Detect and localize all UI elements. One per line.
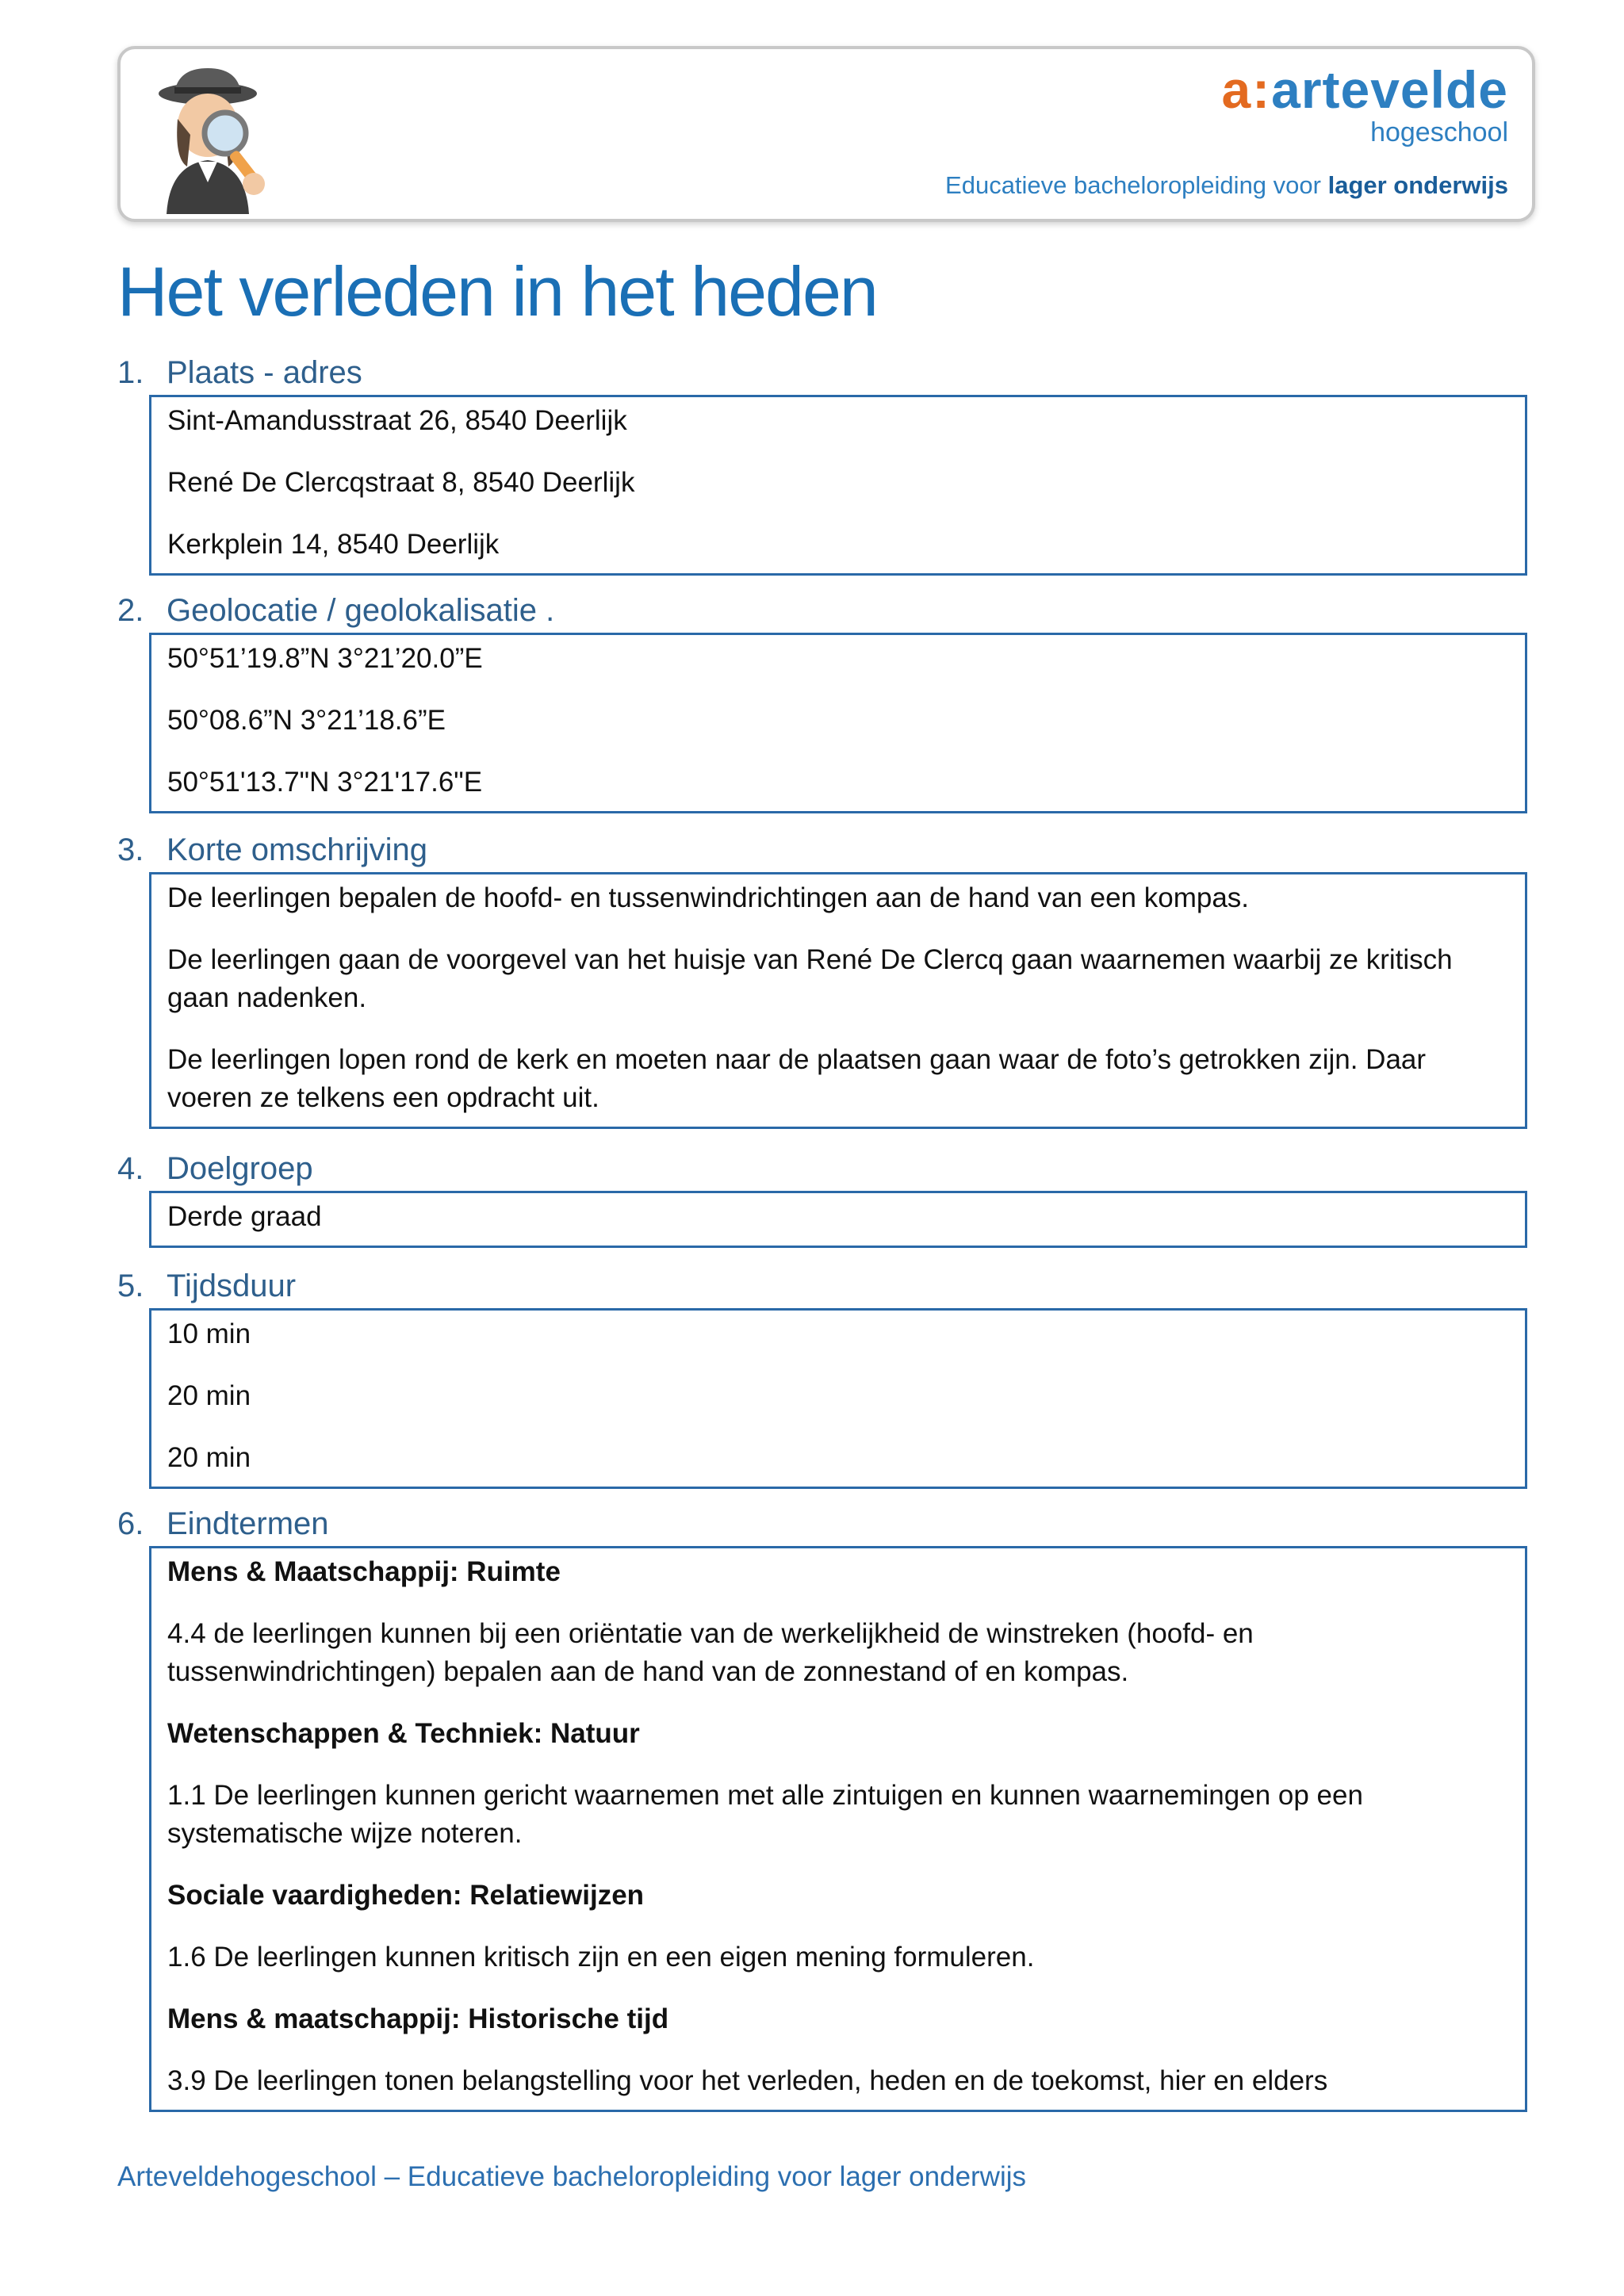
end-term-heading: Sociale vaardigheden: Relatiewijzen	[167, 1880, 645, 1911]
tagline-bold: lager onderwijs	[1327, 171, 1508, 199]
section-number: 3.	[117, 832, 144, 867]
target-group-text: Derde graad	[167, 1201, 322, 1232]
end-term-heading: Wetenschappen & Techniek: Natuur	[167, 1718, 640, 1749]
page-footer: Arteveldehogeschool – Educatieve bacheloropleiding voor lager onderwijs	[117, 2161, 1027, 2192]
section-title: Eindtermen	[167, 1506, 329, 1541]
section-title: Tijdsduur	[167, 1269, 297, 1303]
artevelde-logo	[1221, 60, 1508, 148]
header-banner	[117, 46, 1535, 222]
section-heading	[117, 1502, 1529, 1546]
end-term-text: 3.9 De leerlingen tonen belangstelling voor het verleden, heden en de toekomst, hier en elders	[167, 2065, 1328, 2096]
end-term-text: 1.6 De leerlingen kunnen kritisch zijn en een eigen mening formuleren.	[167, 1942, 1035, 1973]
section-heading	[117, 350, 1529, 395]
page-title: Het verleden in het heden	[117, 252, 877, 331]
address-line: Kerkplein 14, 8540 Deerlijk	[167, 529, 500, 560]
end-term-heading: Mens & Maatschappij: Ruimte	[167, 1556, 561, 1587]
section-heading	[117, 1146, 1529, 1191]
detective-icon	[143, 63, 278, 214]
section-heading	[117, 588, 1529, 633]
tagline-regular: Educatieve bacheloropleiding voor	[945, 171, 1321, 199]
section-title: Plaats - adres	[167, 355, 362, 390]
section-geolocation	[117, 588, 1529, 813]
section-heading	[117, 828, 1529, 872]
coordinate-line: 50°51’19.8”N 3°21’20.0”E	[167, 643, 483, 674]
section-box	[149, 633, 1527, 813]
coordinate-line: 50°08.6”N 3°21’18.6”E	[167, 705, 446, 736]
section-box	[149, 395, 1527, 576]
section-box	[149, 872, 1527, 1129]
logo-subtitle: hogeschool	[1370, 117, 1508, 147]
section-number: 2.	[117, 593, 144, 628]
coordinate-line: 50°51'13.7"N 3°21'17.6"E	[167, 767, 483, 798]
duration-line: 20 min	[167, 1380, 251, 1411]
end-term-text: 1.1 De leerlingen kunnen gericht waarnemen met alle zintuigen en kunnen waarnemingen op een systematische wijze noteren.	[167, 1780, 1363, 1849]
description-paragraph: De leerlingen gaan de voorgevel van het huisje van René De Clercq gaan waarnemen waarbij ze kritisch gaan nadenken.	[167, 944, 1453, 1013]
description-paragraph: De leerlingen bepalen de hoofd- en tussenwindrichtingen aan de hand van een kompas.	[167, 882, 1250, 913]
section-location	[117, 350, 1529, 576]
section-title: Doelgroep	[167, 1151, 313, 1186]
section-duration	[117, 1264, 1529, 1489]
logo-name: artevelde	[1271, 60, 1508, 119]
address-line: René De Clercqstraat 8, 8540 Deerlijk	[167, 467, 635, 498]
section-description	[117, 828, 1529, 1129]
section-number: 5.	[117, 1269, 144, 1303]
section-title: Korte omschrijving	[167, 832, 428, 867]
section-number: 6.	[117, 1506, 144, 1541]
section-end-terms	[117, 1502, 1529, 2112]
end-term-text: 4.4 de leerlingen kunnen bij een oriëntatie van de werkelijkheid de winstreken (hoofd- en tussenwindrichtingen) bepalen aan de hand van de zonnestand of en kompas.	[167, 1618, 1254, 1687]
section-heading	[117, 1264, 1529, 1308]
tagline	[945, 171, 1508, 200]
section-number: 1.	[117, 355, 144, 390]
end-term-heading: Mens & maatschappij: Historische tijd	[167, 2003, 669, 2034]
logo-mark: a:	[1221, 60, 1272, 119]
section-target-group	[117, 1146, 1529, 1248]
description-paragraph: De leerlingen lopen rond de kerk en moeten naar de plaatsen gaan waar de foto’s getrokken zijn. Daar voeren ze telkens een opdracht uit.	[167, 1044, 1427, 1113]
section-title: Geolocatie / geolokalisatie .	[167, 593, 555, 628]
section-box	[149, 1546, 1527, 2112]
duration-line: 20 min	[167, 1442, 251, 1473]
section-box	[149, 1191, 1527, 1248]
section-box	[149, 1308, 1527, 1489]
address-line: Sint-Amandusstraat 26, 8540 Deerlijk	[167, 405, 627, 436]
duration-line: 10 min	[167, 1318, 251, 1349]
section-number: 4.	[117, 1151, 144, 1186]
